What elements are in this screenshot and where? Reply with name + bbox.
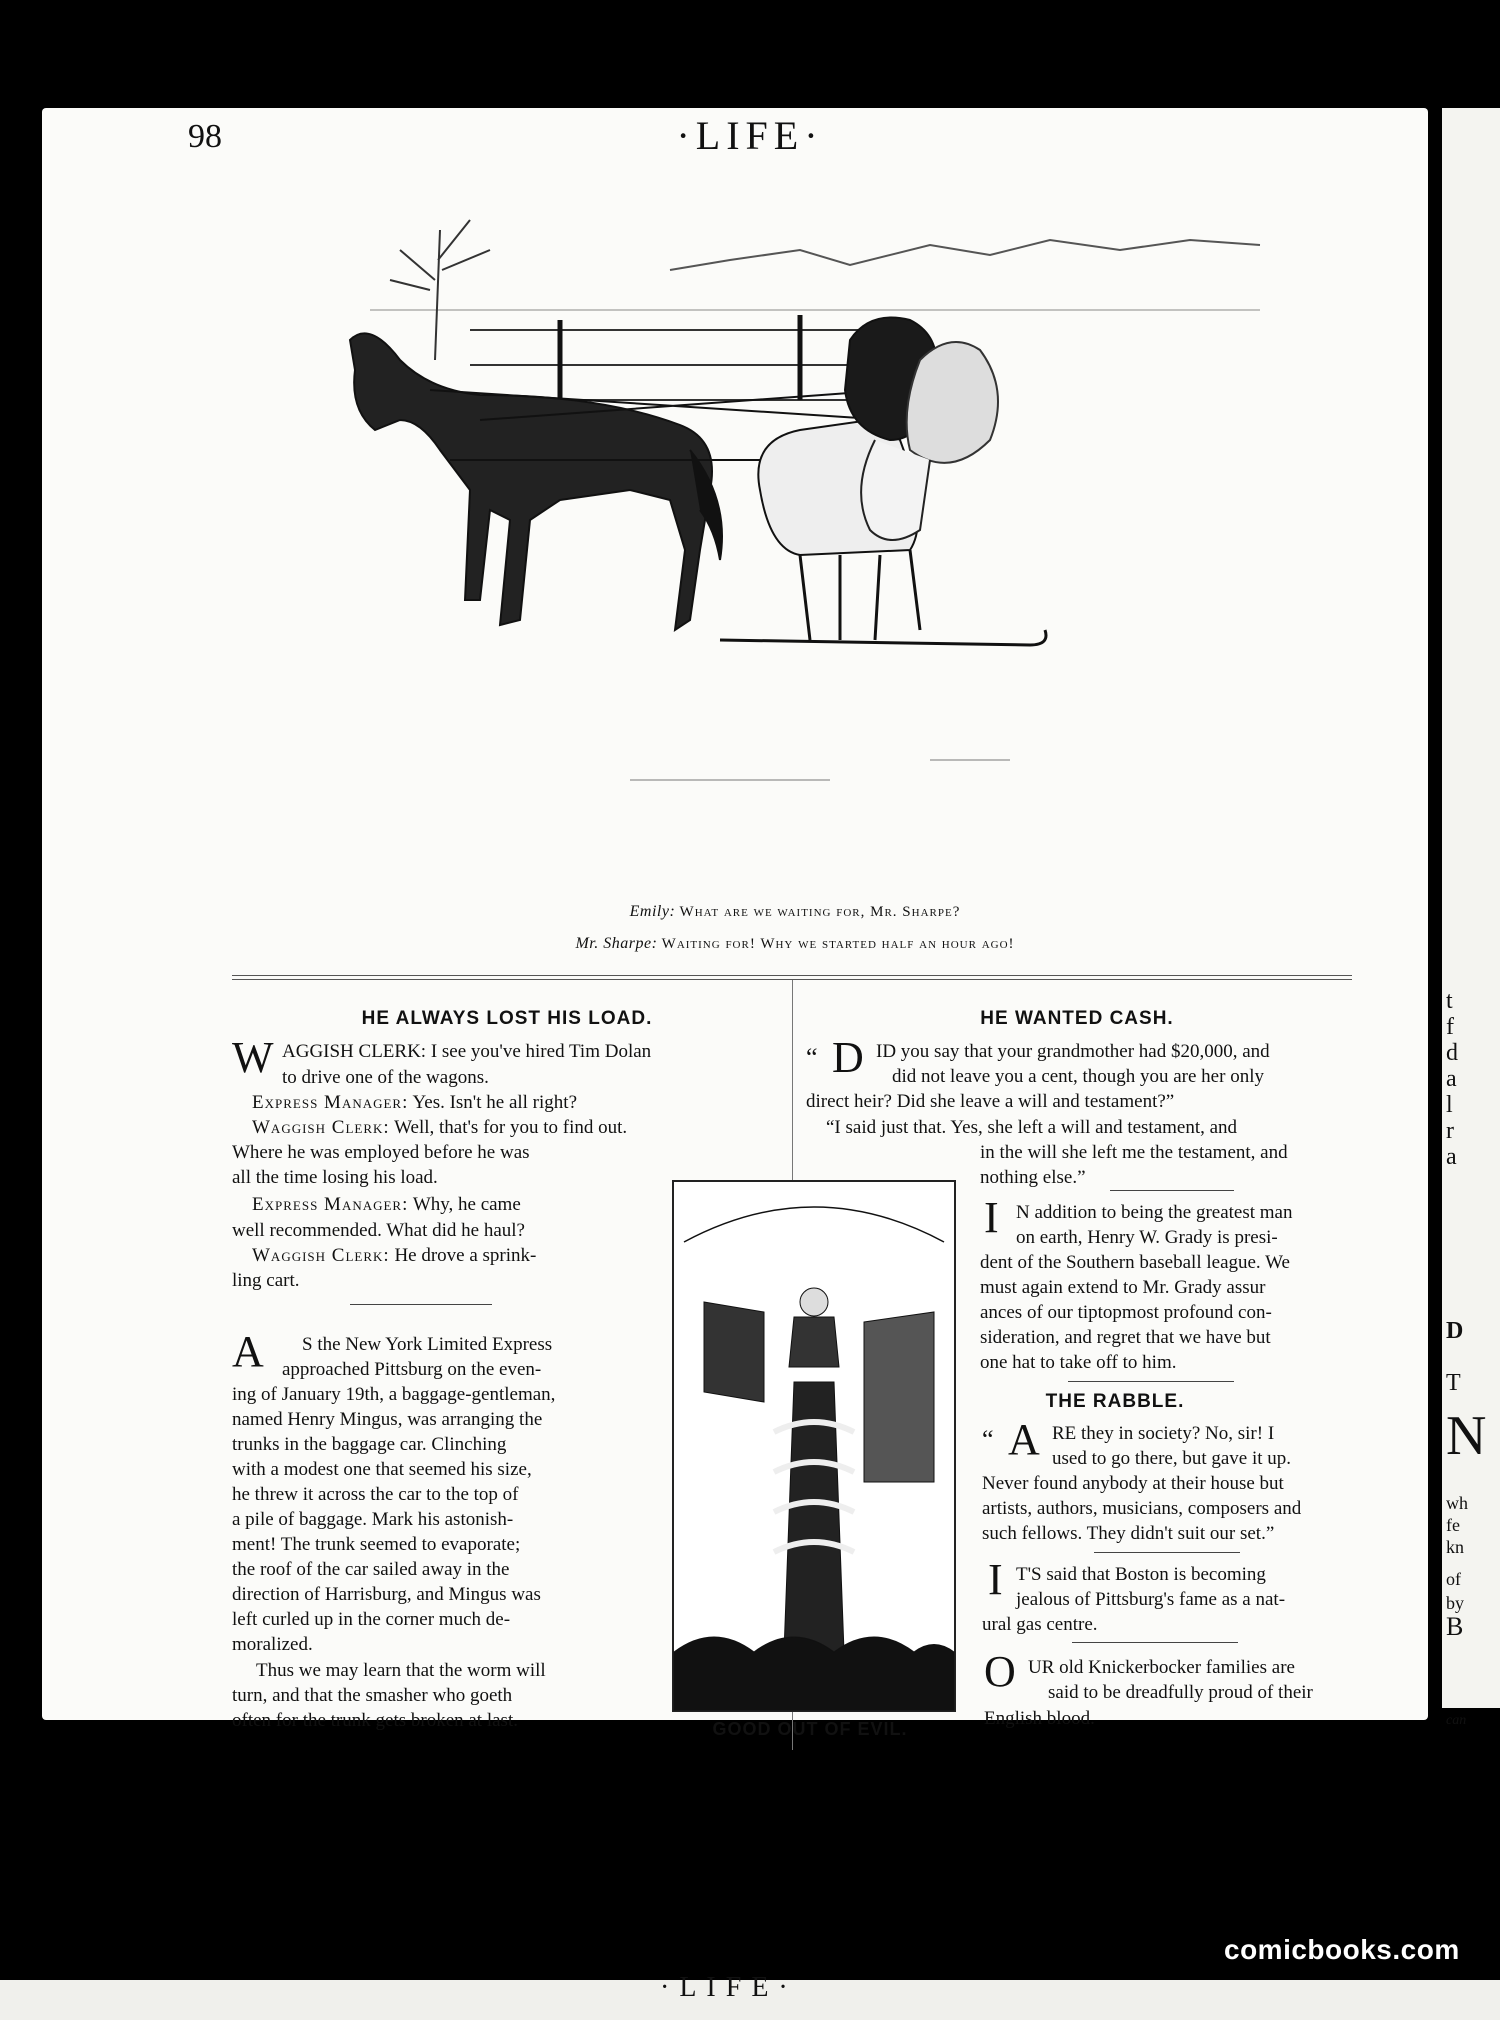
- short-rule: [1072, 1642, 1238, 1643]
- text-line: jealous of Pittsburg's fame as a nat-: [1016, 1589, 1286, 1610]
- text-line: turn, and that the smasher who goeth: [232, 1685, 513, 1706]
- adjacent-page-title: ·LIFE·: [660, 1972, 798, 2003]
- text-line: on earth, Henry W. Grady is presi-: [1016, 1227, 1278, 1248]
- caption-speaker-emily: Emily:: [629, 903, 676, 920]
- speaker: Express Manager:: [252, 1092, 409, 1113]
- adjacent-page-edge: [1442, 108, 1500, 1728]
- text-line: used to go there, but gave it up.: [1052, 1448, 1292, 1469]
- text-line: S the New York Limited Express: [302, 1334, 553, 1355]
- text-line: ances of our tiptopmost profound con-: [980, 1302, 1272, 1323]
- dialogue-line: [252, 1091, 577, 1115]
- short-rule: [350, 1304, 492, 1305]
- text-line: English blood.: [984, 1708, 1095, 1729]
- text-line: ment! The trunk seemed to evaporate;: [232, 1534, 521, 1555]
- caption-text-sharpe: Waiting for! Why we started half an hour ago!: [661, 936, 1015, 952]
- text-line: ling cart.: [232, 1270, 300, 1291]
- text-line: dent of the Southern baseball league. We: [980, 1252, 1290, 1273]
- adjacent-fragment: N: [1446, 1405, 1487, 1467]
- cartoon-caption-line2: [200, 935, 1390, 953]
- adjacent-fragment: T: [1446, 1370, 1461, 1396]
- adjacent-fragment: a: [1446, 1066, 1457, 1092]
- illustration-caption: GOOD OUT OF EVIL.: [712, 1719, 908, 1739]
- short-rule: [1068, 1381, 1234, 1382]
- adjacent-fragment: l: [1446, 1092, 1453, 1118]
- dropcap-w: W: [232, 1033, 274, 1082]
- text-line: N addition to being the greatest man: [1016, 1202, 1293, 1223]
- headline-wanted-cash: HE WANTED CASH.: [980, 1008, 1174, 1029]
- adjacent-fragment: can: [1446, 1713, 1467, 1728]
- dialogue-text: Yes. Isn't he all right?: [412, 1092, 577, 1113]
- dropcap-i2: I: [988, 1555, 1003, 1604]
- masthead-title: ·LIFE·: [676, 113, 824, 158]
- adjacent-fragment: B: [1446, 1612, 1464, 1641]
- text-line: with a modest one that seemed his size,: [232, 1459, 532, 1480]
- speaker: Waggish Clerk:: [252, 1245, 390, 1266]
- text-line: trunks in the baggage car. Clinching: [232, 1434, 507, 1455]
- short-rule: [1110, 1190, 1234, 1191]
- dialogue-text: Why, he came: [412, 1194, 521, 1215]
- adjacent-page-bottom: [0, 1972, 1500, 2020]
- text-line: must again extend to Mr. Grady assur: [980, 1277, 1266, 1298]
- text-line: artists, authors, musicians, composers and: [982, 1498, 1302, 1519]
- dropcap-d: D: [832, 1033, 864, 1082]
- text-line: Never found anybody at their house but: [982, 1473, 1284, 1494]
- watermark: comicbooks.com: [1224, 1934, 1460, 1965]
- speaker: Waggish Clerk:: [252, 1117, 390, 1138]
- text-line: in the will she left me the testament, and: [980, 1142, 1288, 1163]
- text-line: ing of January 19th, a baggage-gentleman,: [232, 1384, 556, 1405]
- speaker: Express Manager:: [252, 1194, 409, 1215]
- adjacent-fragment: r: [1446, 1118, 1454, 1144]
- adjacent-fragment: fe: [1446, 1515, 1460, 1535]
- text-line: approached Pittsburg on the even-: [282, 1359, 542, 1380]
- text-line: named Henry Mingus, was arranging the: [232, 1409, 543, 1430]
- headline-rabble: THE RABBLE.: [1045, 1391, 1185, 1412]
- adjacent-fragment: D: [1446, 1318, 1464, 1344]
- adjacent-fragment: d: [1446, 1040, 1458, 1066]
- text-line: to drive one of the wagons.: [282, 1067, 489, 1088]
- adjacent-fragment: by: [1446, 1593, 1464, 1613]
- dialogue-text: Well, that's for you to find out.: [394, 1117, 628, 1138]
- caption-text-emily: What are we waiting for, Mr. Sharpe?: [679, 904, 961, 920]
- text-line: UR old Knickerbocker families are: [1028, 1657, 1295, 1678]
- sleigh-cartoon: [330, 190, 1260, 830]
- adjacent-fragment: kn: [1446, 1537, 1464, 1557]
- dialogue-line: [252, 1244, 536, 1268]
- text-line: RE they in society? No, sir! I: [1052, 1423, 1275, 1444]
- text-line: he threw it across the car to the top of: [232, 1484, 519, 1505]
- dropcap-o: O: [984, 1647, 1016, 1696]
- text-line: ID you say that your grandmother had $20,000, and: [876, 1041, 1270, 1062]
- caption-speaker-sharpe: Mr. Sharpe:: [575, 935, 658, 952]
- dialogue-line: [252, 1116, 627, 1140]
- dropcap-i: I: [984, 1193, 999, 1242]
- text-line: AGGISH CLERK: I see you've hired Tim Dolan: [282, 1041, 652, 1062]
- text-line: did not leave you a cent, though you are her only: [892, 1066, 1264, 1087]
- text-line: moralized.: [232, 1634, 313, 1655]
- adjacent-fragment: t: [1446, 988, 1453, 1014]
- text-line: left curled up in the corner much de-: [232, 1609, 511, 1630]
- headline-lost-load: HE ALWAYS LOST HIS LOAD.: [361, 1008, 653, 1029]
- text-line: nothing else.”: [980, 1167, 1086, 1188]
- text-line: such fellows. They didn't suit our set.”: [982, 1523, 1275, 1544]
- text-line: the roof of the car sailed away in the: [232, 1559, 510, 1580]
- open-quote: “: [806, 1043, 818, 1072]
- text-line: said to be dreadfully proud of their: [1048, 1682, 1313, 1703]
- adjacent-fragment: a: [1446, 1144, 1457, 1170]
- section-rule-top: [232, 975, 1352, 976]
- dropcap-a2: A: [1008, 1415, 1040, 1464]
- page-number: 98: [188, 118, 222, 155]
- short-rule: [1094, 1552, 1240, 1553]
- dropcap-a: A: [232, 1327, 264, 1376]
- text-line: a pile of baggage. Mark his astonish-: [232, 1509, 514, 1530]
- text-line: Where he was employed before he was: [232, 1142, 530, 1163]
- open-quote: “: [982, 1425, 994, 1454]
- text-line: direct heir? Did she leave a will and testament?”: [806, 1091, 1175, 1112]
- dialogue-line: [252, 1193, 521, 1217]
- text-line: “I said just that. Yes, she left a will and testament, and: [826, 1117, 1238, 1138]
- text-line: Thus we may learn that the worm will: [256, 1660, 546, 1681]
- text-line: well recommended. What did he haul?: [232, 1220, 525, 1241]
- adjacent-fragment: f: [1446, 1014, 1454, 1040]
- text-line: sideration, and regret that we have but: [980, 1327, 1271, 1348]
- adjacent-fragment: wh: [1446, 1493, 1468, 1513]
- adjacent-fragment: of: [1446, 1569, 1461, 1589]
- text-line: direction of Harrisburg, and Mingus was: [232, 1584, 541, 1605]
- text-line: ural gas centre.: [982, 1614, 1098, 1635]
- text-line: T'S said that Boston is becoming: [1016, 1564, 1266, 1585]
- text-line: often for the trunk gets broken at last.: [232, 1710, 518, 1731]
- cartoon-caption-line1: [200, 903, 1390, 921]
- text-line: one hat to take off to him.: [980, 1352, 1177, 1373]
- dialogue-text: He drove a sprink-: [394, 1245, 537, 1266]
- good-out-of-evil-illustration: [672, 1180, 956, 1712]
- text-line: all the time losing his load.: [232, 1167, 438, 1188]
